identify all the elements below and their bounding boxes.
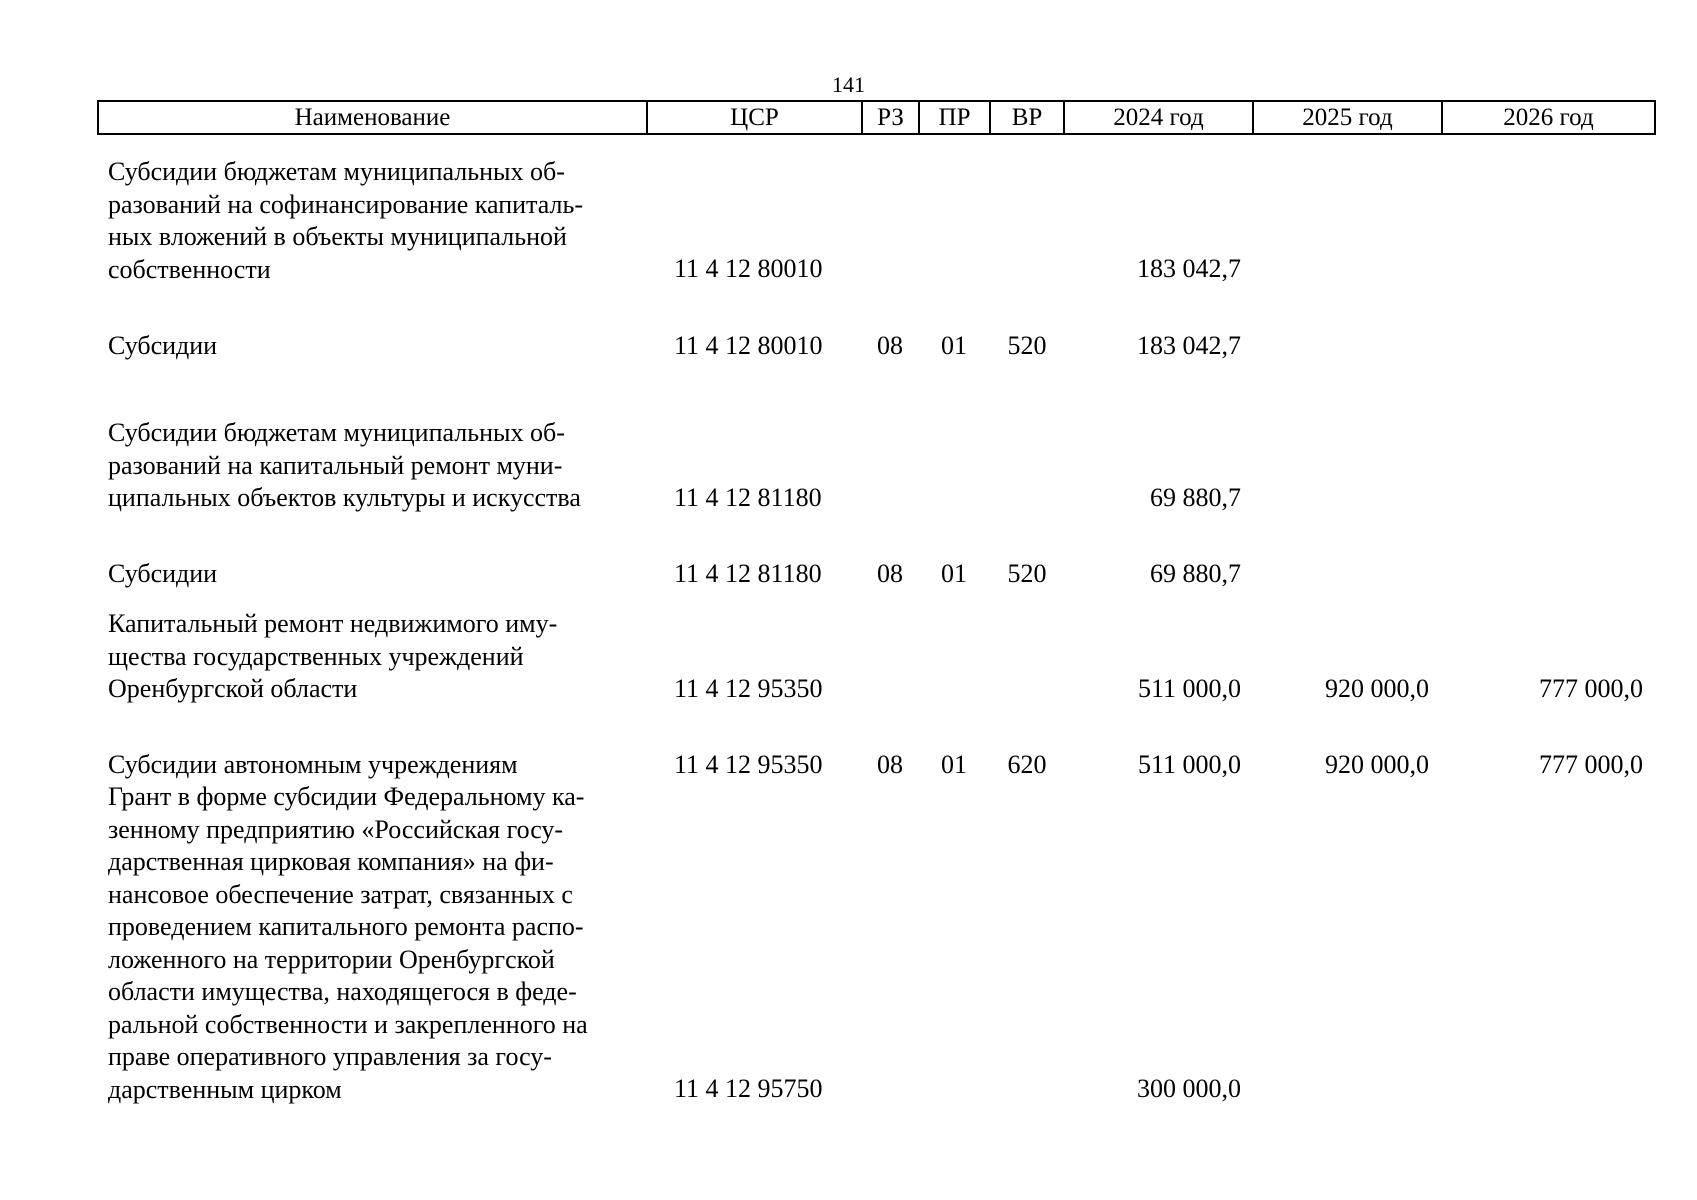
row-2024: 69 880,7 — [1150, 483, 1241, 512]
name-line: Субсидии бюджетам муниципальных об- — [108, 157, 565, 186]
row-csr: 11 4 12 95750 — [674, 1074, 823, 1103]
name-line: щества государственных учреждений — [108, 641, 524, 671]
row-2026: 777 000,0 — [1539, 674, 1643, 703]
row-2024: 511 000,0 — [1137, 674, 1241, 703]
name-line: ципальных объектов культуры и искусства — [108, 483, 581, 512]
header-pr: ПР — [919, 101, 990, 134]
header-2026: 2026 год — [1442, 101, 1655, 134]
name-line: Капитальный ремонт недвижимого иму- — [108, 609, 558, 638]
row-vr: 620 — [1007, 750, 1047, 779]
row-name — [108, 156, 648, 286]
name-line: дарственным цирком — [108, 1074, 342, 1104]
name-line: проведением капитального ремонта распо- — [108, 912, 584, 941]
row-2025: 920 000,0 — [1325, 674, 1429, 703]
row-rz: 08 — [877, 331, 903, 360]
row-csr: 11 4 12 95350 — [674, 674, 823, 703]
name-line: Субсидии — [108, 331, 218, 360]
row-vr: 520 — [1007, 331, 1047, 360]
row-pr: 01 — [941, 559, 967, 588]
row-csr: 11 4 12 80010 — [674, 331, 823, 360]
name-line: Субсидии автономным учреждениям — [108, 750, 518, 779]
row-pr: 01 — [941, 750, 967, 779]
name-line: ральной собственности и закрепленного на — [108, 1009, 588, 1039]
header-csr: ЦСР — [647, 101, 862, 134]
name-line: Субсидии — [108, 559, 218, 588]
row-name — [108, 781, 648, 1106]
row-name — [108, 330, 648, 363]
name-line: Субсидии бюджетам муниципальных об- — [108, 418, 565, 447]
name-line: Грант в форме субсидии Федеральному ка- — [108, 782, 585, 811]
row-name — [108, 749, 648, 782]
row-pr: 01 — [941, 331, 967, 360]
header-vr: ВР — [990, 101, 1064, 134]
name-line: ных вложений в объекты муниципальной — [108, 222, 567, 251]
row-csr: 11 4 12 81180 — [674, 483, 822, 512]
row-name — [108, 417, 648, 515]
name-line: собственности — [108, 254, 271, 284]
row-2024: 183 042,7 — [1137, 331, 1241, 360]
name-line: разований на софинансирование капиталь- — [108, 189, 583, 219]
name-line: дарственная цирковая компания» на фи- — [108, 847, 554, 876]
name-line: ложенного на территории Оренбургской — [108, 944, 555, 974]
name-line: зенному предприятию «Российская госу- — [108, 814, 564, 844]
row-2026: 777 000,0 — [1539, 750, 1643, 779]
name-line: Оренбургской области — [108, 674, 358, 703]
row-csr: 11 4 12 95350 — [674, 750, 823, 779]
row-2025: 920 000,0 — [1325, 750, 1429, 779]
row-2024: 300 000,0 — [1137, 1074, 1241, 1103]
row-vr: 520 — [1007, 559, 1047, 588]
header-name: Наименование — [98, 101, 647, 134]
name-line: праве оперативного управления за госу- — [108, 1042, 552, 1071]
row-2024: 69 880,7 — [1150, 559, 1241, 588]
header-rz: РЗ — [862, 101, 919, 134]
row-2024: 511 000,0 — [1137, 750, 1241, 779]
name-line: разований на капитальный ремонт муни- — [108, 450, 563, 480]
row-rz: 08 — [877, 750, 903, 779]
row-csr: 11 4 12 80010 — [674, 254, 823, 283]
header-2025: 2025 год — [1253, 101, 1442, 134]
row-csr: 11 4 12 81180 — [674, 559, 822, 588]
row-name — [108, 608, 648, 706]
header-2024: 2024 год — [1064, 101, 1253, 134]
name-line: области имущества, находящегося в феде- — [108, 977, 577, 1006]
row-2024: 183 042,7 — [1137, 254, 1241, 283]
table-header — [97, 100, 1656, 135]
name-line: нансовое обеспечение затрат, связанных с — [108, 879, 573, 909]
row-rz: 08 — [877, 559, 903, 588]
row-name — [108, 558, 648, 591]
page-number: 141 — [832, 72, 865, 97]
